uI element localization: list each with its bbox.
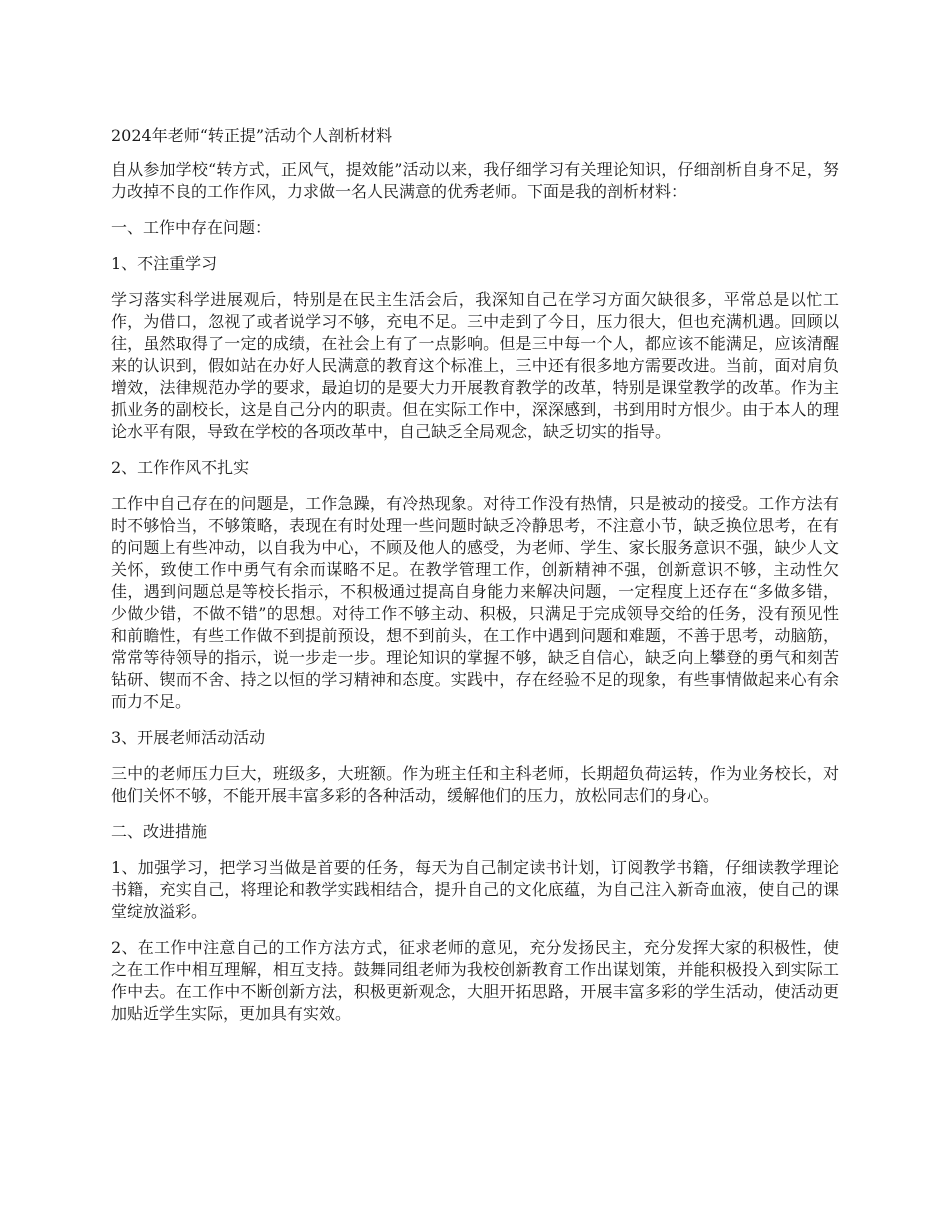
item-1-paragraph: 学习落实科学进展观后，特别是在民主生活会后，我深知自己在学习方面欠缺很多，平常总是以忙工作，为借口，忽视了或者说学习不够，充电不足。三中走到了今日，压力很大，但也充满机遇。回顾以往，虽然取得了一定的成绩，在社会上有了一点影响。但是三中每一个人，都应该不能满足，应该清醒来的认识到，假如站在办好人民满意的教育这个标准上，三中还有很多地方需要改进。当前，面对肩负增效，法律规范办学的要求，最迫切的是要大力开展教育教学的改革，特别是课堂教学的改革。作为主抓业务的副校长，这是自己分内的职责。但在实际工作中，深深感到，书到用时方恨少。由于本人的理论水平有限，导致在学校的各项改革中，自己缺乏全局观念，缺乏切实的指导。	[111, 290, 839, 441]
item-2-paragraph: 工作中自己存在的问题是，工作急躁，有冷热现象。对待工作没有热情，只是被动的接受。工作方法有时不够恰当，不够策略，表现在有时处理一些问题时缺乏冷静思考，不注意小节，缺乏换位思考，在有的问题上有些冲动，以自我为中心，不顾及他人的感受，为老师、学生、家长服务意识不强，缺少人文关怀，致使工作中勇气有余而谋略不足。在教学管理工作，创新精神不强，创新意识不够，主动性欠佳，遇到问题总是等校长指示，不积极通过提高自身能力来解决问题，一定程度上还存在“多做多错，少做少错，不做不错”的思想。对待工作不够主动、积极，只满足于完成领导交给的任务，没有预见性和前瞻性，有些工作做不到提前预设，想不到前头，在工作中遇到问题和难题，不善于思考，动脑筋，常常等待领导的指示，说一步走一步。理论知识的掌握不够，缺乏自信心，缺乏向上攀登的勇气和刻苦钻研、锲而不舍、持之以恒的学习精神和态度。实践中，存在经验不足的现象，有些事情做起来心有余而力不足。	[111, 494, 839, 711]
section-1-heading: 一、工作中存在问题：	[111, 218, 272, 237]
item-1-heading: 1、不注重学习	[111, 254, 218, 273]
intro-paragraph: 自从参加学校“转方式，正风气，提效能”活动以来，我仔细学习有关理论知识，仔细剖析自身不足，努力改掉不良的工作作风，力求做一名人民满意的优秀老师。下面是我的剖析材料：	[111, 160, 839, 201]
item-3-heading: 3、开展老师活动活动	[111, 728, 266, 747]
document-title: 2024年老师“转正提”活动个人剖析材料	[111, 126, 393, 145]
section-2-heading: 二、改进措施	[111, 822, 208, 841]
document-page	[111, 125, 839, 1039]
measure-2-paragraph: 2、在工作中注意自己的工作方法方式，征求老师的意见，充分发扬民主，充分发挥大家的积极性，使之在工作中相互理解，相互支持。鼓舞同组老师为我校创新教育工作出谋划策，并能积极投入到实际工作中去。在工作中不断创新方法，积极更新观念，大胆开拓思路，开展丰富多彩的学生活动，使活动更加贴近学生实际，更加具有实效。	[111, 938, 839, 1023]
item-3-paragraph: 三中的老师压力巨大，班级多，大班额。作为班主任和主科老师，长期超负荷运转，作为业务校长，对他们关怀不够，不能开展丰富多彩的各种活动，缓解他们的压力，放松同志们的身心。	[111, 764, 839, 805]
measure-1-paragraph: 1、加强学习，把学习当做是首要的任务，每天为自己制定读书计划，订阅教学书籍，仔细读教学理论书籍，充实自己，将理论和教学实践相结合，提升自己的文化底蕴，为自己注入新奇血液，使自己的课堂绽放溢彩。	[111, 858, 839, 921]
item-2-heading: 2、工作作风不扎实	[111, 458, 250, 477]
